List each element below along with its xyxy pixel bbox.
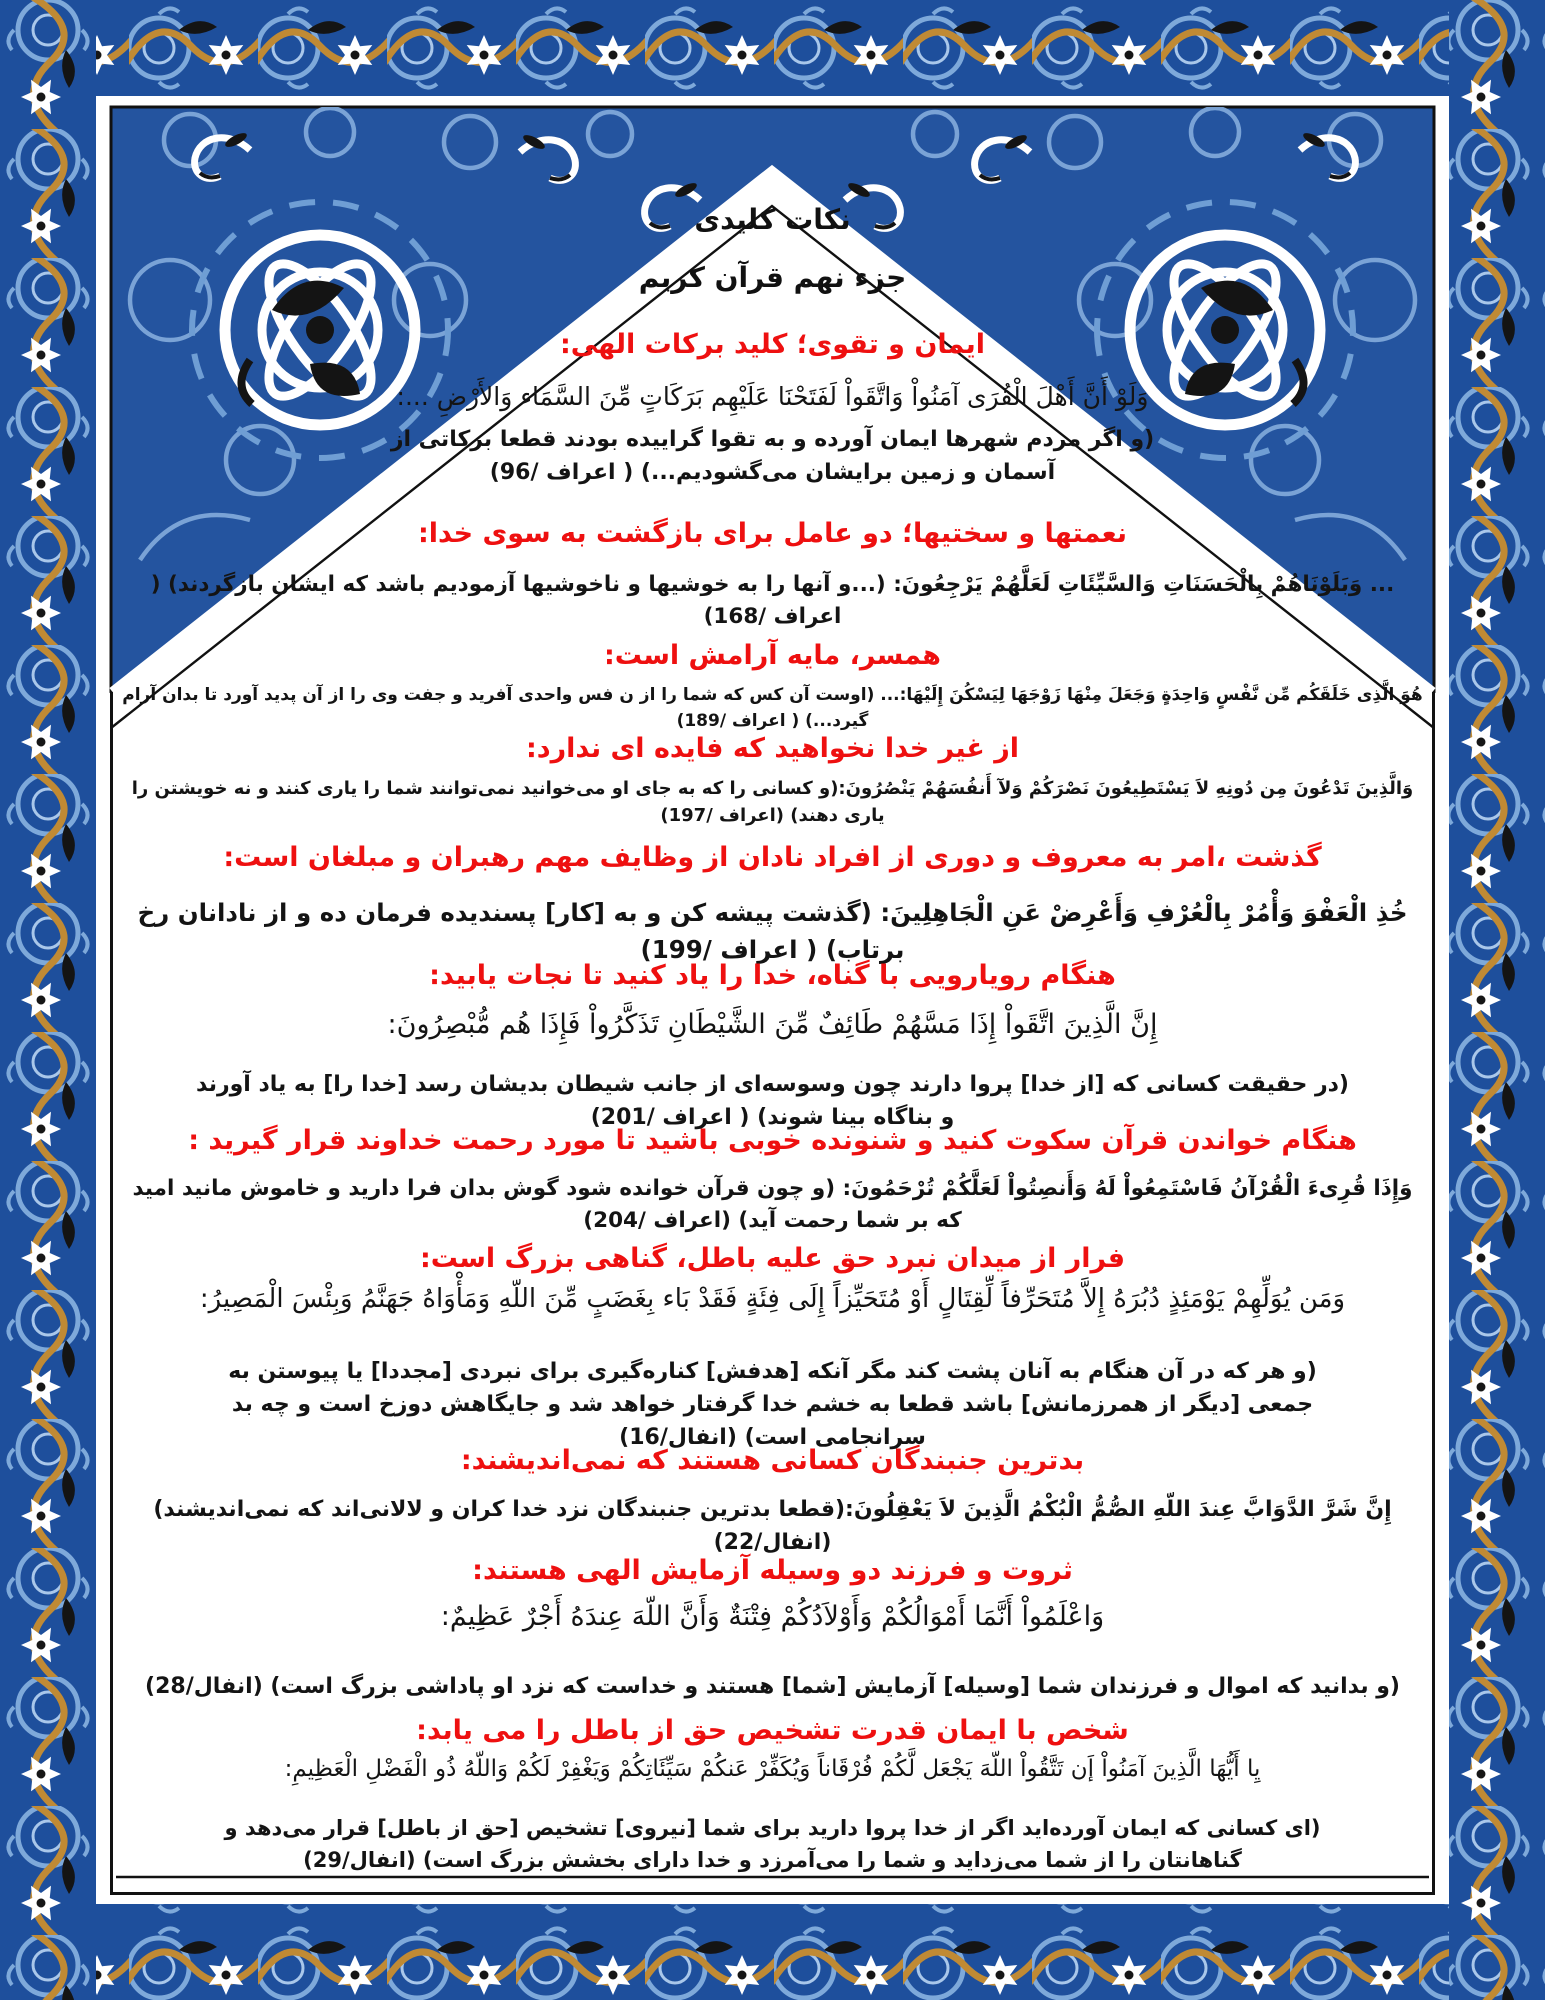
section-11-verse-arabic: يِا أَيُّهَا الَّذِينَ آمَنُواْ إَن تَتَّقُواْ اللّهَ يَجْعَل لَّكُمْ فُرْقَاناً وَيُكَفِّرْ عَنكُمْ سَيِّئَاتِكُمْ وَيَغْفِرْ لَكُمْ وَاللّهُ ذُو الْفَضْلِ الْعَظِيمِ: — [284, 1756, 1261, 1782]
section-9-heading: بدترین جنبندگان کسانی هستند که نمی‌اندیشند: — [460, 1445, 1085, 1476]
section-10-verse-translation: (و بدانید که اموال و فرزندان شما [وسیله] آزمایش [شما] هستند و خداست که نزد او پاداشی بزرگ است) (انفال/28) — [145, 1674, 1400, 1699]
border-top — [0, 0, 1545, 96]
section-11-heading: شخص با ایمان قدرت تشخیص حق از باطل را می یابد: — [416, 1715, 1129, 1746]
border-left — [0, 0, 96, 2000]
section-3-heading: همسر، مایه آرامش است: — [603, 640, 942, 671]
section-10-verse-arabic: وَاعْلَمُواْ أَنَّمَا أَمْوَالُكُمْ وَأَوْلاَدُكُمْ فِتْنَةٌ وَأَنَّ اللّهَ عِندَهُ أَجْرٌ عَظِيمٌ: — [440, 1601, 1105, 1632]
section-7-heading: هنگام خواندن قرآن سکوت کنید و شنونده خوبی باشید تا مورد رحمت خداوند قرار گیرید : — [188, 1125, 1357, 1156]
border-bottom — [0, 1904, 1545, 2000]
content-area — [111, 107, 1434, 1894]
border-right — [1449, 0, 1545, 2000]
section-8-verse-arabic: وَمَن يُوَلِّهِمْ يَوْمَئِذٍ دُبُرَهُ إِلاَّ مُتَحَرِّفاً لِّقِتَالٍ أَوْ مُتَحَيِّزاً إِلَى فِئَةٍ فَقَدْ بَاء بِغَضَبٍ مِّنَ اللّهِ وَمَأْوَاهُ جَهَنَّمُ وَبِئْسَ الْمَصِيرُ: — [199, 1284, 1346, 1314]
section-6-heading: هنگام رویارویی با گناه، خدا را یاد کنید تا نجات یابید: — [429, 960, 1116, 991]
section-6-verse-translation: (در حقیقت کسانی که [از خدا] پروا دارند چون وسوسه‌ای از جانب شیطان بدیشان رسد [خدا را] به یاد آورند و بناگاه بینا شوند) ( اعراف /201) — [196, 1072, 1349, 1130]
section-10-heading: ثروت و فرزند دو وسیله آزمایش الهی هستند: — [472, 1555, 1073, 1586]
section-11-verse-translation: (ای کسانی که ایمان آورده‌اید اگر از خدا پروا دارید برای شما [نیروی] تشخیص [حق از باطل] قرار می‌دهد و گناهانتان را از شما می‌زداید و شما را می‌آمرزد و خدا دارای بخشش بزرگ است) (انفال/29) — [224, 1816, 1321, 1872]
section-9-verse-mixed: إِنَّ شَرَّ الدَّوَابَّ عِندَ اللّهِ الصُّمُّ الْبُكْمُ الَّذِينَ لاَ يَعْقِلُونَ:(قطعا بدترین جنبندگان نزد خدا کران و لالانی‌اند که نمی‌اندیشند) (انفال/22) — [153, 1497, 1392, 1555]
section-1-verse-arabic: وَلَوْ أَنَّ أَهْلَ الْقُرَى آمَنُواْ وَاتَّقَواْ لَفَتَحْنَا عَلَيْهِم بَرَكَاتٍ مِّنَ السَّمَاء وَالأَرْضِ ...: — [396, 382, 1149, 411]
section-6-verse-arabic: إِنَّ الَّذِينَ اتَّقَواْ إِذَا مَسَّهُمْ طَائِفٌ مِّنَ الشَّيْطَانِ تَذَكَّرُواْ فَإِذَا هُم مُّبْصِرُونَ: — [387, 1009, 1158, 1040]
section-2-heading: نعمتها و سختیها؛ دو عامل برای بازگشت به سوی خدا: — [417, 518, 1128, 549]
section-1-verse-translation: (و اگر مردم شهرها ایمان آورده و به تقوا گراییده بودند قطعا برکاتی از آسمان و زمین برایشان می‌گشودیم...) ( اعراف /96) — [390, 427, 1155, 485]
section-2-verse-mixed: ... وَبَلَوْنَاهُمْ بِالْحَسَنَاتِ وَالسَّيِّئَاتِ لَعَلَّهُمْ يَرْجِعُونَ: (...و آنها را به خوشیها و ناخوشیها آزمودیم باشد که ایشان بازگردند) ( اعراف /168) — [150, 572, 1395, 630]
page-title-line2: جزء نهم قرآن کریم — [638, 261, 907, 294]
section-5-heading: گذشت ،امر به معروف و دوری از افراد نادان از وظایف مهم رهبران و مبلغان است: — [223, 842, 1322, 873]
section-7-verse-mixed: وَإِذَا قُرِىءَ الْقُرْآنُ فَاسْتَمِعُواْ لَهُ وَأَنصِتُواْ لَعَلَّكُمْ تُرْحَمُونَ: (و چون قرآن خوانده شود گوش بدان فرا دارید و خاموش مانید امید که بر شما رحمت آید) (اعراف /204) — [132, 1176, 1413, 1234]
section-8-heading: فرار از میدان نبرد حق علیه باطل، گناهی بزرگ است: — [419, 1243, 1126, 1274]
section-1-heading: ایمان و تقوی؛ کلید برکات الهی: — [559, 329, 986, 360]
section-8-verse-translation: (و هر که در آن هنگام به آنان پشت کند مگر آنکه [هدفش] کناره‌گیری برای نبردی [مجددا] یا پیوستن به جمعی [دیگر از همرزمانش] باشد قطعا به خشم خدا گرفتار خواهد شد و جایگاهش دوزخ است و چه بد سرانجامی است) (انفال/16) — [228, 1359, 1317, 1450]
section-3-verse-mixed: هُوَ الَّذِی خَلَقَكُم مِّن نَّفْسٍ وَاحِدَةٍ وَجَعَلَ مِنْهَا زَوْجَهَا لِيَسْكُنَ إِلَيْهَا:... (اوست آن کس که شما را از ن فس واحدی آفرید و جفت وی را از آن پدید آورد تا بدان آرام گیرد...) ( اعراف /189) — [122, 685, 1423, 731]
section-5-verse-mixed: خُذِ الْعَفْوَ وَأْمُرْ بِالْعُرْفِ وَأَعْرِضْ عَنِ الْجَاهِلِينَ: (گذشت پیشه کن و به [کار] پسندیده فرمان ده و از نادانان رخ برتاب) ( اعراف /199) — [137, 898, 1408, 964]
page-title-line1: نکات کلیدی — [694, 203, 851, 236]
section-4-verse-mixed: وَالَّذِينَ تَدْعُونَ مِن دُونِهِ لاَ يَسْتَطِيعُونَ نَصْرَكُمْ وَلآ أَنفُسَهُمْ يَنْصُرُونَ:(و کسانی را که به جای او می‌خوانید نمی‌توانند شما را یاری کنند و نه خویشتن را یاری دهند) (اعراف /197) — [131, 778, 1414, 826]
section-4-heading: از غیر خدا نخواهید که فایده ای ندارد: — [525, 733, 1020, 764]
